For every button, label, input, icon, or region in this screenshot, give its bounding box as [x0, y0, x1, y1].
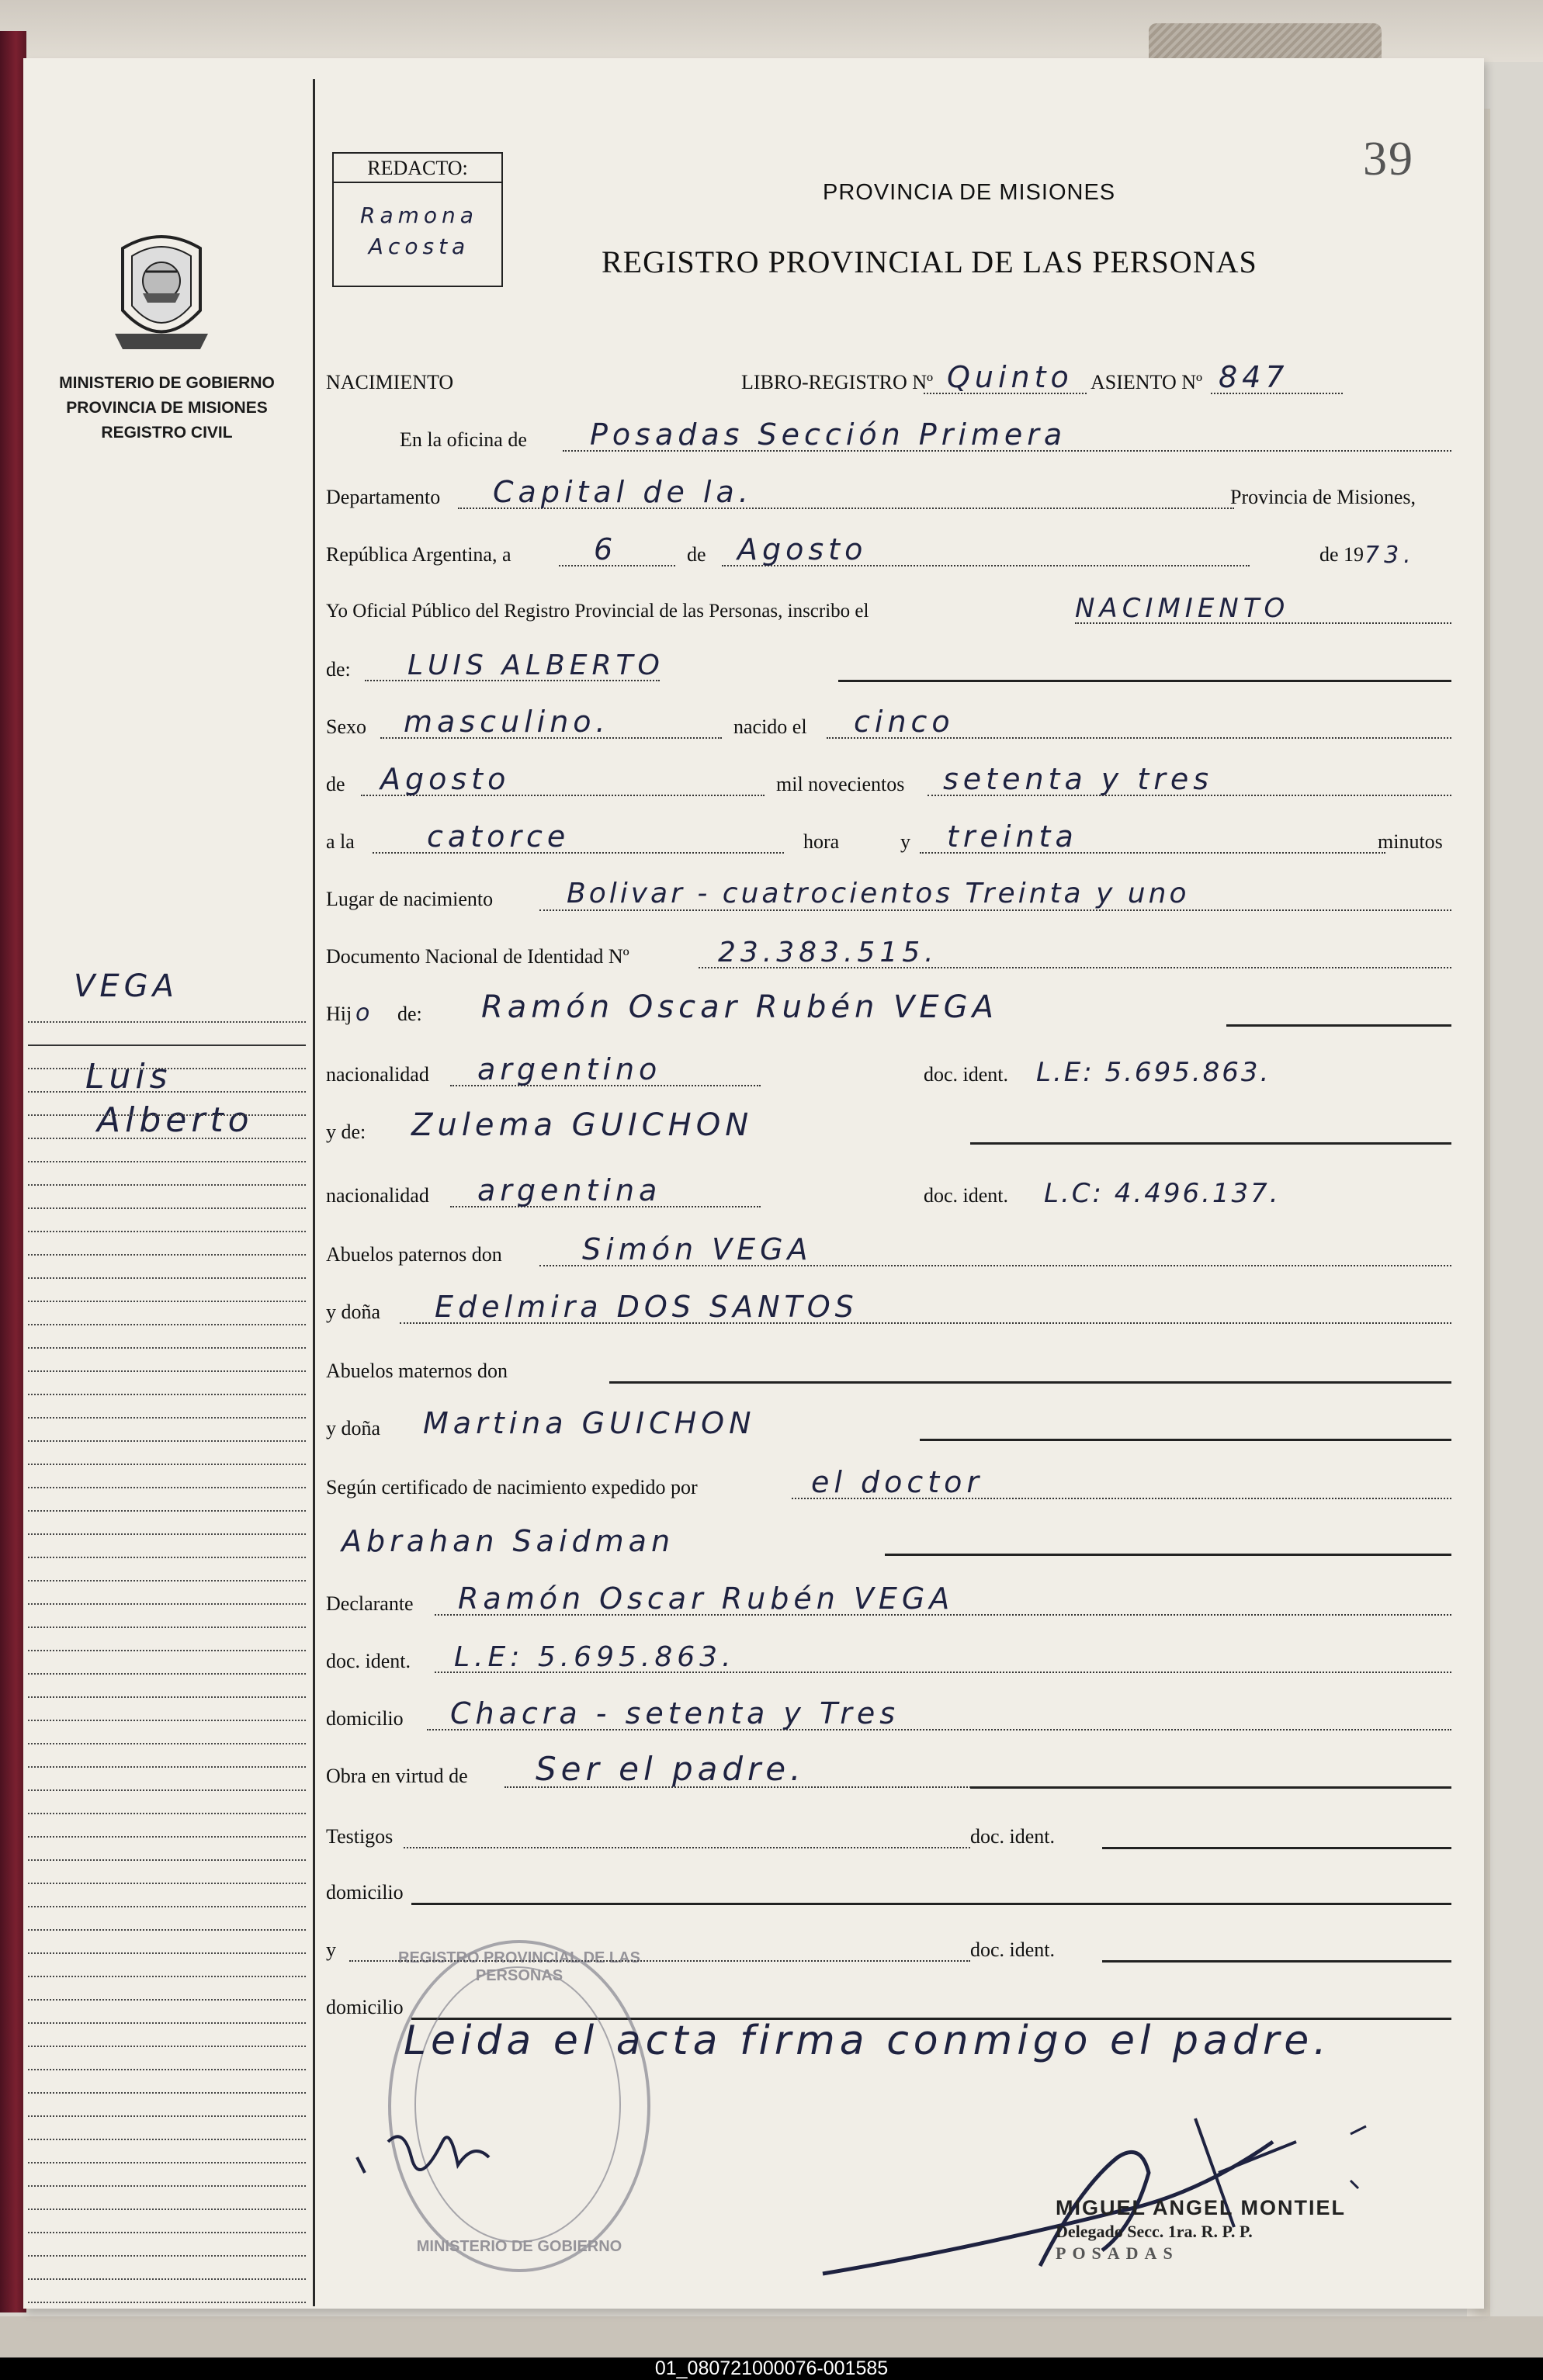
doc2-label: doc. ident.: [924, 1184, 1009, 1207]
row-fecha-nacimiento: [326, 762, 1451, 799]
ab-pat-label: Abuelos paternos don: [326, 1243, 502, 1266]
domicilio-value: Chacra - setenta y Tres: [450, 1696, 900, 1730]
doc1-value: L.E: 5.695.863.: [1036, 1057, 1271, 1088]
stamp-bottom-text: MINISTERIO DE GOBIERNO: [416, 2238, 622, 2255]
row-nacionalidad-madre: [326, 1173, 1451, 1211]
de-nombre-value: LUIS ALBERTO: [407, 650, 664, 681]
page-number: 39: [1363, 133, 1414, 185]
docident-label: doc. ident.: [326, 1650, 411, 1672]
mil-value: setenta y tres: [943, 762, 1214, 796]
ydona2-value: Martina GUICHON: [423, 1406, 756, 1440]
row-yo-oficial: [326, 593, 1451, 627]
registry-title: REGISTRO PROVINCIAL DE LAS PERSONAS: [602, 244, 1257, 279]
row-domicilio: [326, 1696, 1451, 1734]
asiento-label: ASIENTO Nº: [1091, 371, 1203, 393]
ab-mat-label: Abuelos maternos don: [326, 1360, 508, 1382]
y-label: y: [900, 830, 910, 853]
madre-value: Zulema GUICHON: [411, 1107, 754, 1143]
departamento-label: Departamento: [326, 486, 441, 508]
medico-value: Abrahan Saidman: [342, 1524, 675, 1558]
row-abuelos-paternos: [326, 1232, 1451, 1270]
row-hora: [326, 819, 1451, 857]
redacto-name-line-2: Acosta: [368, 234, 470, 259]
testigos-label: Testigos: [326, 1825, 394, 1848]
libro-label: LIBRO-REGISTRO Nº: [741, 371, 934, 393]
ministry-label: MINISTERIO DE GOBIERNO: [59, 374, 275, 392]
ab-pat-value: Simón VEGA: [582, 1232, 813, 1266]
redacto-name-line-1: Ramona: [360, 203, 478, 228]
row-declarante-doc: [326, 1641, 1451, 1676]
closing-text: Leida el acta firma conmigo el padre.: [404, 2018, 1331, 2064]
row-testigos: [326, 1821, 1451, 1852]
domicilio2-label: domicilio: [326, 1881, 404, 1904]
hijo-de-label: de:: [397, 1003, 422, 1025]
sidebar-surname: VEGA: [74, 968, 179, 1004]
row-abuelos-maternos: [326, 1355, 1451, 1386]
row-abuela-materna: [326, 1406, 1451, 1443]
mil-label: mil novecientos: [776, 773, 905, 795]
libro-value: Quinto: [947, 360, 1073, 394]
sexo-label: Sexo: [326, 715, 366, 738]
docident-value: L.E: 5.695.863.: [454, 1641, 736, 1673]
nac1-label: nacionalidad: [326, 1063, 429, 1086]
domicilio3-label: domicilio: [326, 1996, 404, 2018]
departamento-value: Capital de la.: [493, 475, 753, 509]
margin-ruled-lines: [28, 999, 306, 2303]
row-certificado: [326, 1465, 1451, 1502]
lugar-value: Bolivar - cuatrocientos Treinta y uno: [567, 878, 1190, 909]
yo-oficial-value: NACIMIENTO: [1075, 593, 1290, 624]
row-libro: [326, 360, 1451, 397]
row-declarante: [326, 1581, 1451, 1619]
month-value: Agosto: [737, 532, 868, 566]
province-title: PROVINCIA DE MISIONES: [823, 180, 1116, 205]
dni-label: Documento Nacional de Identidad Nº: [326, 945, 629, 968]
registry-label: REGISTRO CIVIL: [101, 424, 233, 442]
nac2-label: nacionalidad: [326, 1184, 429, 1207]
de2-value: Agosto: [380, 762, 511, 796]
nac1-value: argentino: [477, 1052, 662, 1086]
row-dni: [326, 937, 1451, 972]
row-medico: [326, 1524, 1451, 1558]
y-value: treinta: [947, 819, 1078, 854]
oficina-label: En la oficina de: [400, 428, 527, 451]
redacto-name: [342, 200, 497, 262]
y2-label: y: [326, 1938, 336, 1961]
domicilio-label: domicilio: [326, 1707, 404, 1730]
hijo-o-value: o: [355, 999, 375, 1027]
row-departamento: [326, 475, 1451, 512]
hora-label: hora: [803, 830, 840, 853]
year-value: 73.: [1364, 542, 1416, 569]
asiento-value: 847: [1219, 360, 1289, 394]
signatory-name: MIGUEL ANGEL MONTIEL: [1056, 2196, 1347, 2219]
row-nacionalidad-padre: [326, 1052, 1451, 1090]
declarante-label: Declarante: [326, 1592, 414, 1615]
yde-label: y de:: [326, 1121, 366, 1143]
y2-doc-label: doc. ident.: [970, 1938, 1056, 1961]
oficina-value: Posadas Sección Primera: [590, 417, 1067, 452]
dni-value: 23.383.515.: [718, 937, 938, 968]
signatory-role: Delegado Secc. 1ra. R. P. P.: [1056, 2222, 1253, 2241]
de2-label: de: [326, 773, 345, 795]
declarante-value: Ramón Oscar Rubén VEGA: [458, 1581, 955, 1616]
row-abuela-paterna: [326, 1290, 1451, 1327]
row-obra: [326, 1750, 1451, 1791]
row-padre: [326, 989, 1451, 1029]
ala-label: a la: [326, 830, 355, 853]
nacimiento-label: NACIMIENTO: [326, 371, 454, 393]
provincial-emblem-icon: [107, 225, 216, 357]
padre-value: Ramón Oscar Rubén VEGA: [481, 989, 999, 1025]
row-oficina: [326, 417, 1451, 455]
de-label: de: [687, 543, 706, 566]
signatory-place: POSADAS: [1056, 2243, 1179, 2263]
nacido-value: cinco: [854, 705, 955, 739]
row-sexo: [326, 705, 1451, 742]
doc1-label: doc. ident.: [924, 1063, 1009, 1086]
certificado-value: el doctor: [811, 1465, 984, 1499]
redacto-box: [332, 152, 503, 287]
stamp-text: REGISTRO PROVINCIAL DE LAS PERSONAS: [398, 1949, 640, 1984]
hijo-label: Hij: [326, 1003, 352, 1025]
row-lugar: [326, 878, 1451, 914]
book-cover-edge: [0, 31, 26, 2312]
republica-label: República Argentina, a: [326, 543, 511, 566]
minutos-label: minutos: [1378, 830, 1443, 853]
provincia-suffix: Provincia de Misiones,: [1230, 486, 1416, 508]
row-nombre: [326, 650, 1451, 684]
row-domicilio-testigo-1: [326, 1876, 1451, 1907]
yo-oficial-label: Yo Oficial Público del Registro Provincial de las Personas, inscribo el: [326, 601, 869, 622]
province-label: PROVINCIA DE MISIONES: [66, 399, 268, 417]
lugar-label: Lugar de nacimiento: [326, 888, 494, 910]
ala-value: catorce: [427, 819, 570, 854]
nacido-label: nacido el: [733, 715, 807, 738]
sidebar-given-name-2: Alberto: [97, 1100, 254, 1140]
nac2-value: argentina: [477, 1173, 662, 1207]
signature-block: [1056, 2196, 1346, 2264]
sidebar-given-name-1: Luis: [85, 1057, 172, 1096]
testigos-doc-label: doc. ident.: [970, 1825, 1056, 1848]
margin-divider: [313, 79, 315, 2306]
ydona1-value: Edelmira DOS SANTOS: [435, 1290, 858, 1324]
year-label: de 19: [1319, 543, 1364, 566]
sexo-value: masculino.: [404, 705, 610, 739]
doc2-value: L.C: 4.496.137.: [1044, 1178, 1281, 1209]
de-nombre-label: de:: [326, 658, 351, 681]
ydona1-label: y doña: [326, 1301, 381, 1323]
certificado-label: Según certificado de nacimiento expedido por: [326, 1476, 698, 1498]
row-fecha: [326, 532, 1451, 570]
filename-caption: 01_080721000076-001585: [0, 2357, 1543, 2380]
obra-label: Obra en virtud de: [326, 1765, 468, 1787]
redacto-label: REDACTO:: [334, 157, 501, 183]
day-value: 6: [594, 532, 618, 566]
obra-value: Ser el padre.: [536, 1750, 806, 1788]
row-madre: [326, 1107, 1451, 1147]
sidebar-header: [31, 371, 303, 445]
ydona2-label: y doña: [326, 1417, 381, 1439]
